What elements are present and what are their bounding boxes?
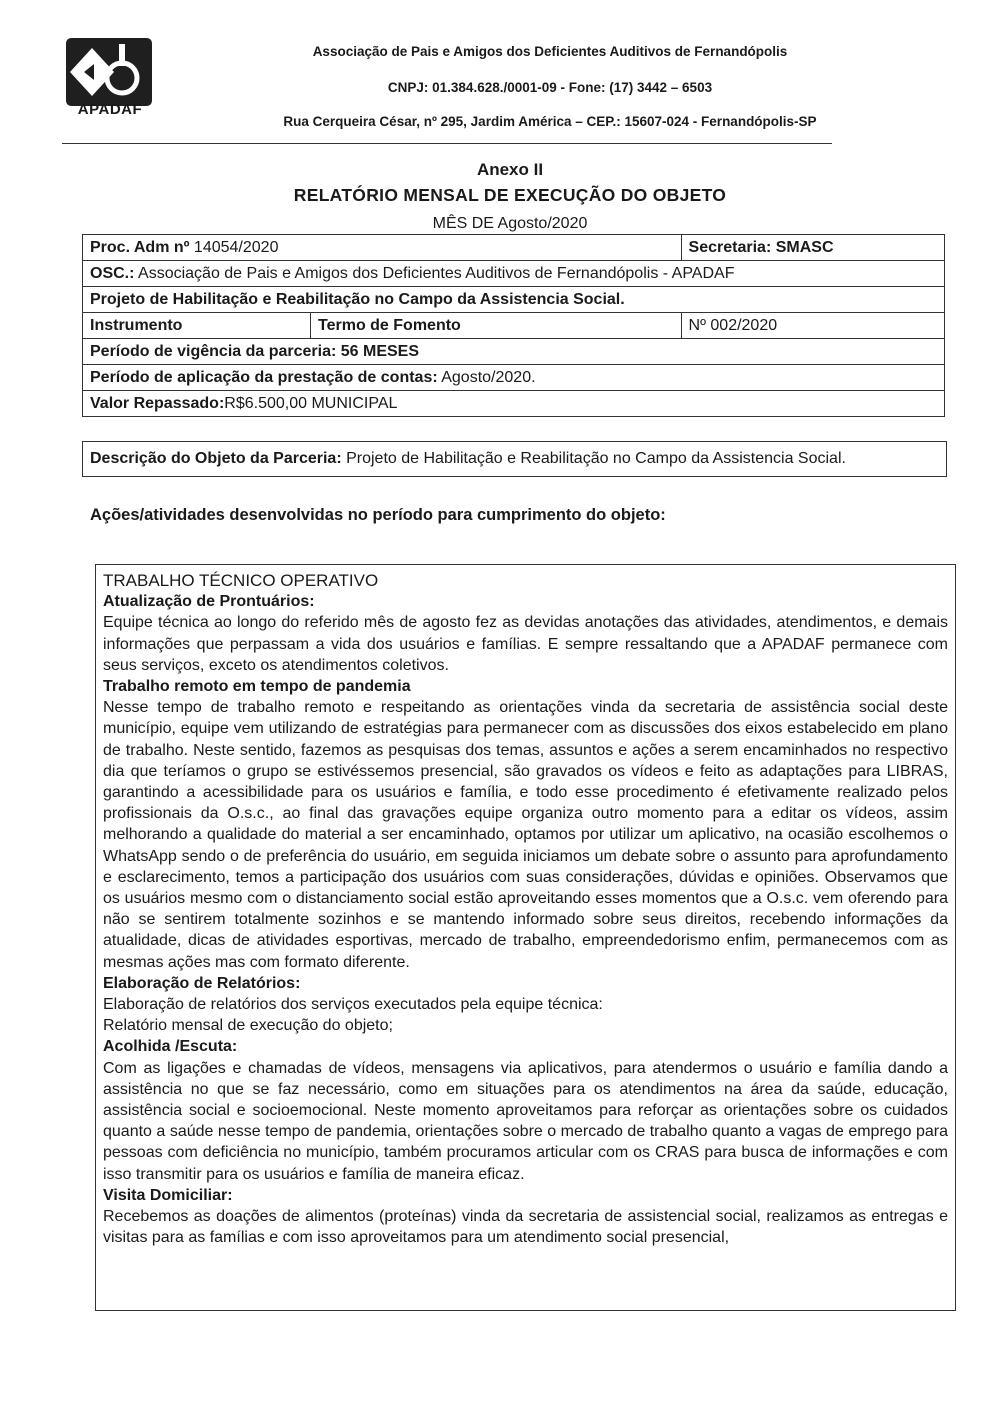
text-reports-1: Elaboração de relatórios dos serviços executados pela equipe técnica: (103, 996, 603, 1014)
actions-heading: Ações/atividades desenvolvidas no período para cumprimento do objeto: (90, 506, 666, 524)
description-value: Projeto de Habilitação e Reabilitação no Campo da Assistencia Social. (341, 450, 846, 467)
work-section (95, 564, 956, 1311)
osc-value: Associação de Pais e Amigos dos Deficientes Auditivos de Fernandópolis - APADAF (134, 264, 735, 282)
info-table (82, 234, 945, 417)
proc-label: Proc. Adm nº (90, 238, 190, 256)
info-row-aplicacao (83, 365, 945, 391)
instrument-number: Nº 002/2020 (681, 313, 944, 339)
text-remote-work: Nesse tempo de trabalho remoto e respeitando as orientações vinda da secretaria de assistência social deste município, equipe vem utilizando de estratégias para permanecer com as discussões dos eixos estabelecido em plano de trabalho. Neste sentido, fazemos as pesquisas dos temas, assuntos e ações a serem encaminhados no respectivo dia que teríamos o grupo se estivéssemos presencial, são gravados os vídeos e feito as adaptações para LIBRAS, garantindo a acessibilidade para os usuários e família, e todo esse procedimento é efetivamente realizado pelos profissionais da O.s.c., ao final das gravações equipe organiza outro momento para a editar os vídeos, assim melhorando a qualidade do material a ser encaminhado, optamos por utilizar um aplicativo, na ocasião escolhemos o WhatsApp sendo o de preferência do usuário, em seguida iniciamos um debate sobre o assunto para aprofundamento e esclarecimento, temos a participação dos usuários com suas considerações, dúvidas e opiniões. Observamos que os usuários mesmo com o distanciamento social estão aproveitando esses momentos que a O.s.c. vem oferendo para não se sentirem totalmente sozinhos e se mantendo informado sobre seus direitos, recebendo informações da atualidade, dicas de atividades esportivas, mercado de trabalho, empreendedorismo enfim, permanecemos com as mesmas ações mas com formato diferente. (103, 699, 948, 971)
heading-remote-work: Trabalho remoto em tempo de pandemia (103, 678, 411, 696)
termo-fomento: Termo de Fomento (311, 313, 682, 339)
report-title: RELATÓRIO MENSAL DE EXECUÇÃO DO OBJETO (293, 185, 727, 205)
valor-value: R$6.500,00 MUNICIPAL (224, 394, 398, 412)
heading-acolhida: Acolhida /Escuta: (103, 1038, 238, 1056)
heading-prontuarios: Atualização de Prontuários: (103, 593, 315, 611)
info-row-project (83, 287, 945, 313)
annex-title: Anexo II (476, 160, 544, 179)
project-name: Projeto de Habilitação e Reabilitação no Campo da Assistencia Social. (83, 287, 945, 313)
heading-home-visit: Visita Domiciliar: (103, 1186, 233, 1204)
osc-label: OSC.: (90, 264, 135, 282)
work-section-title: TRABALHO TÉCNICO OPERATIVO (103, 571, 379, 590)
aplicacao-value: Agosto/2020. (437, 368, 536, 386)
logo-text: APADAF (77, 101, 143, 118)
aplicacao-label: Período de aplicação da prestação de contas: (90, 368, 438, 386)
info-row-osc (83, 261, 945, 287)
info-row-valor (83, 391, 945, 417)
info-row-vigencia (83, 339, 945, 365)
secretaria: Secretaria: SMASC (681, 235, 944, 261)
valor-label: Valor Repassado: (90, 394, 225, 412)
instrument-label: Instrumento (83, 313, 311, 339)
text-acolhida: Com as ligações e chamadas de vídeos, mensagens via aplicativos, para atendermos o usuário e família dando a assistência no que se faz necessário, como em situações para os atendimentos na área da saúde, educação, assistência social e socioemocional. Neste momento aproveitamos para reforçar as orientações sobre os cuidados quanto a saúde nesse tempo de pandemia, orientações sobre o mercado de trabalho quanto a vagas de emprego para pessoas com deficiência no município, também procuramos articular com os CRAS para busca de informações e com isso transmitir para os usuários e família de maneira eficaz. (103, 1059, 948, 1183)
vigencia: Período de vigência da parceria: 56 MESES (83, 339, 945, 365)
heading-reports: Elaboração de Relatórios: (103, 974, 301, 992)
cnpj-phone: CNPJ: 01.384.628./0001-09 - Fone: (17) 3442 – 6503 (387, 80, 713, 95)
info-row-instrument (83, 313, 945, 339)
report-month: MÊS DE Agosto/2020 (432, 215, 588, 232)
info-row-proc (83, 235, 945, 261)
proc-value: 14054/2020 (189, 238, 279, 256)
address: Rua Cerqueira César, nº 295, Jardim América – CEP.: 15607-024 - Fernandópolis-SP (283, 114, 817, 129)
text-home-visit: Recebemos as doações de alimentos (proteínas) vinda da secretaria de assistencial social, realizamos as entregas e visitas para as famílias e com isso aproveitamos para um atendimento social presencial, (103, 1208, 948, 1247)
description-label: Descrição do Objeto da Parceria: (90, 450, 342, 467)
org-name: Associação de Pais e Amigos dos Deficientes Auditivos de Fernandópolis (312, 44, 788, 59)
text-reports-2: Relatório mensal de execução do objeto; (103, 1017, 393, 1035)
text-prontuarios: Equipe técnica ao longo do referido mês de agosto fez as devidas anotações das atividades, atendimentos, e demais informações que perpassam a vida dos usuários e famílias. E sempre ressaltando que a APADAF permanece com seus serviços, exceto os atendimentos coletivos. (103, 614, 948, 674)
header-divider (62, 143, 832, 144)
object-description (82, 441, 947, 477)
